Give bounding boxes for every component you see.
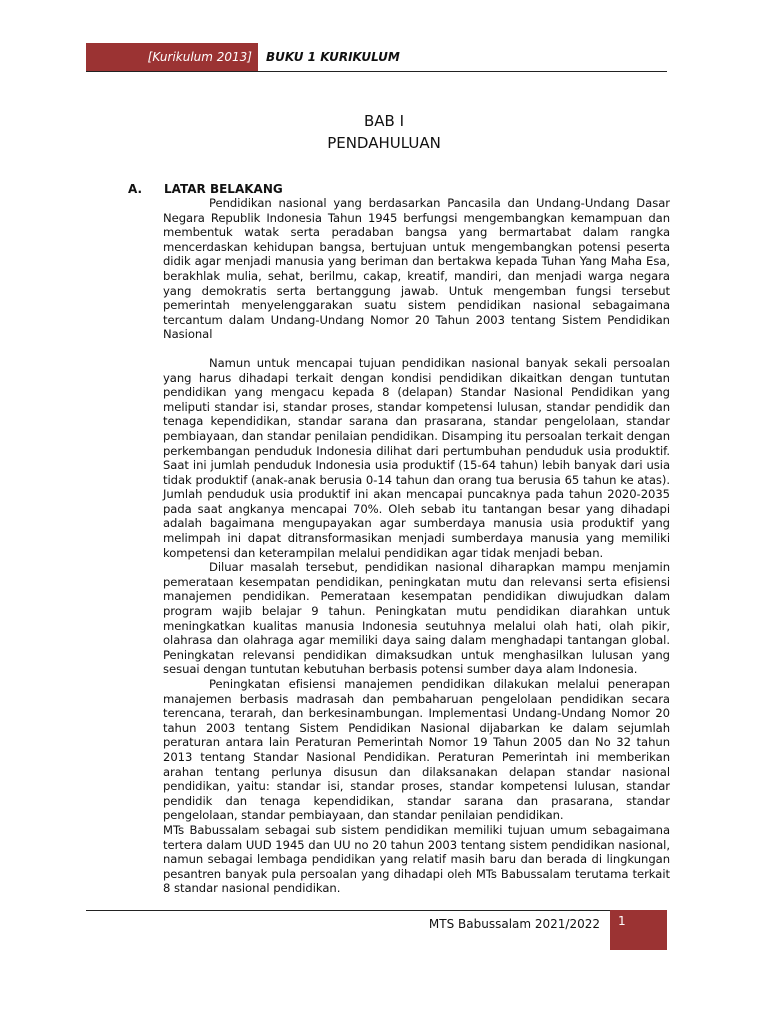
paragraph: Diluar masalah tersebut, pendidikan nasional diharapkan mampu menjamin pemerataan kesempatan pendidikan, peningkatan mutu dan relevansi serta efisiensi manajemen pendidikan. Pemerataan kesempatan pendidikan diwujudkan dalam program wajib belajar 9 tahun. Peningkatan mutu pendidikan diarahkan untuk meningkatkan kualitas manusia Indonesia seutuhnya melalui olah hati, olah pikir, olahrasa dan olahraga agar memiliki daya saing dalam menghadapi tantangan global. Peningkatan relevansi pendidikan dimaksudkan untuk menghasilkan lulusan yang sesuai dengan tuntutan kebutuhan berbasis potensi sumber daya alam Indonesia. (163, 560, 670, 677)
chapter-heading (0, 110, 768, 154)
chapter-number: BAB I (363, 112, 405, 130)
section-number: A. (128, 182, 143, 196)
footer-divider (86, 910, 610, 911)
header-tag: [Kurikulum 2013] (86, 43, 258, 71)
section-title: LATAR BELAKANG (164, 182, 283, 196)
paragraph: MTs Babussalam sebagai sub sistem pendidikan memiliki tujuan umum sebagaimana tertera dalam UUD 1945 dan UU no 20 tahun 2003 tentang sistem pendidikan nasional, namun sebagai lembaga pendidikan yang relatif masih baru dan berada di lingkungan pesantren banyak pula persoalan yang dihadapi oleh MTs Babussalam terutama terkait 8 standar nasional pendidikan. (163, 822, 670, 896)
chapter-title: PENDAHULUAN (327, 134, 441, 152)
header-title: BUKU 1 KURIKULUM (266, 50, 400, 64)
header-divider (86, 71, 667, 72)
page-number: 1 (610, 910, 667, 950)
footer-text: MTS Babussalam 2021/2022 (428, 917, 600, 931)
body-text (163, 196, 670, 896)
section-heading (128, 182, 283, 196)
paragraph: Namun untuk mencapai tujuan pendidikan nasional banyak sekali persoalan yang harus dihadapi terkait dengan kondisi pendidikan dikaitkan dengan tuntutan pendidikan yang mengacu kepada 8 (delapan) Standar Nasional Pendidikan yang meliputi standar isi, standar proses, standar kompetensi lulusan, standar pendidik dan tenaga kependidikan, standar sarana dan prasarana, standar pengelolaan, standar pembiayaan, dan standar penilaian pendidikan. Disamping itu persoalan terkait dengan perkembangan penduduk Indonesia dilihat dari pertumbuhan penduduk usia produktif. Saat ini jumlah penduduk Indonesia usia produktif (15-64 tahun) lebih banyak dari usia tidak produktif (anak-anak berusia 0-14 tahun dan orang tua berusia 65 tahun ke atas). Jumlah penduduk usia produktif ini akan mencapai puncaknya pada tahun 2020-2035 pada saat angkanya mencapai 70%. Oleh sebab itu tantangan besar yang dihadapi adalah bagaimana mengupayakan agar sumberdaya manusia usia produktif yang melimpah ini dapat ditransformasikan menjadi sumberdaya manusia yang memiliki kompetensi dan keterampilan melalui pendidikan agar tidak menjadi beban. (163, 355, 670, 560)
paragraph: Peningkatan efisiensi manajemen pendidikan dilakukan melalui penerapan manajemen berbasis madrasah dan pembaharuan pengelolaan pendidikan secara terencana, terarah, dan berkesinambungan. Implementasi Undang-Undang Nomor 20 tahun 2003 tentang Sistem Pendidikan Nasional dijabarkan ke dalam sejumlah peraturan antara lain Peraturan Pemerintah Nomor 19 Tahun 2005 dan No 32 tahun 2013 tentang Standar Nasional Pendidikan. Peraturan Pemerintah ini memberikan arahan tentang perlunya disusun dan dilaksanakan delapan standar nasional pendidikan, yaitu: standar isi, standar proses, standar kompetensi lulusan, standar pendidik dan tenaga kependidikan, standar sarana dan prasarana, standar pengelolaan, standar pembiayaan, dan standar penilaian pendidikan. (163, 677, 670, 823)
paragraph: Pendidikan nasional yang berdasarkan Pancasila dan Undang-Undang Dasar Negara Republik Indonesia Tahun 1945 berfungsi mengembangkan kemampuan dan membentuk watak serta peradaban bangsa yang bermartabat dalam rangka mencerdaskan kehidupan bangsa, bertujuan untuk mengembangkan potensi peserta didik agar menjadi manusia yang beriman dan bertakwa kepada Tuhan Yang Maha Esa, berakhlak mulia, sehat, berilmu, cakap, kreatif, mandiri, dan menjadi warga negara yang demokratis serta bertanggung jawab. Untuk mengemban fungsi tersebut pemerintah menyelenggarakan suatu sistem pendidikan nasional sebagaimana tercantum dalam Undang-Undang Nomor 20 Tahun 2003 tentang Sistem Pendidikan Nasional (163, 196, 670, 342)
